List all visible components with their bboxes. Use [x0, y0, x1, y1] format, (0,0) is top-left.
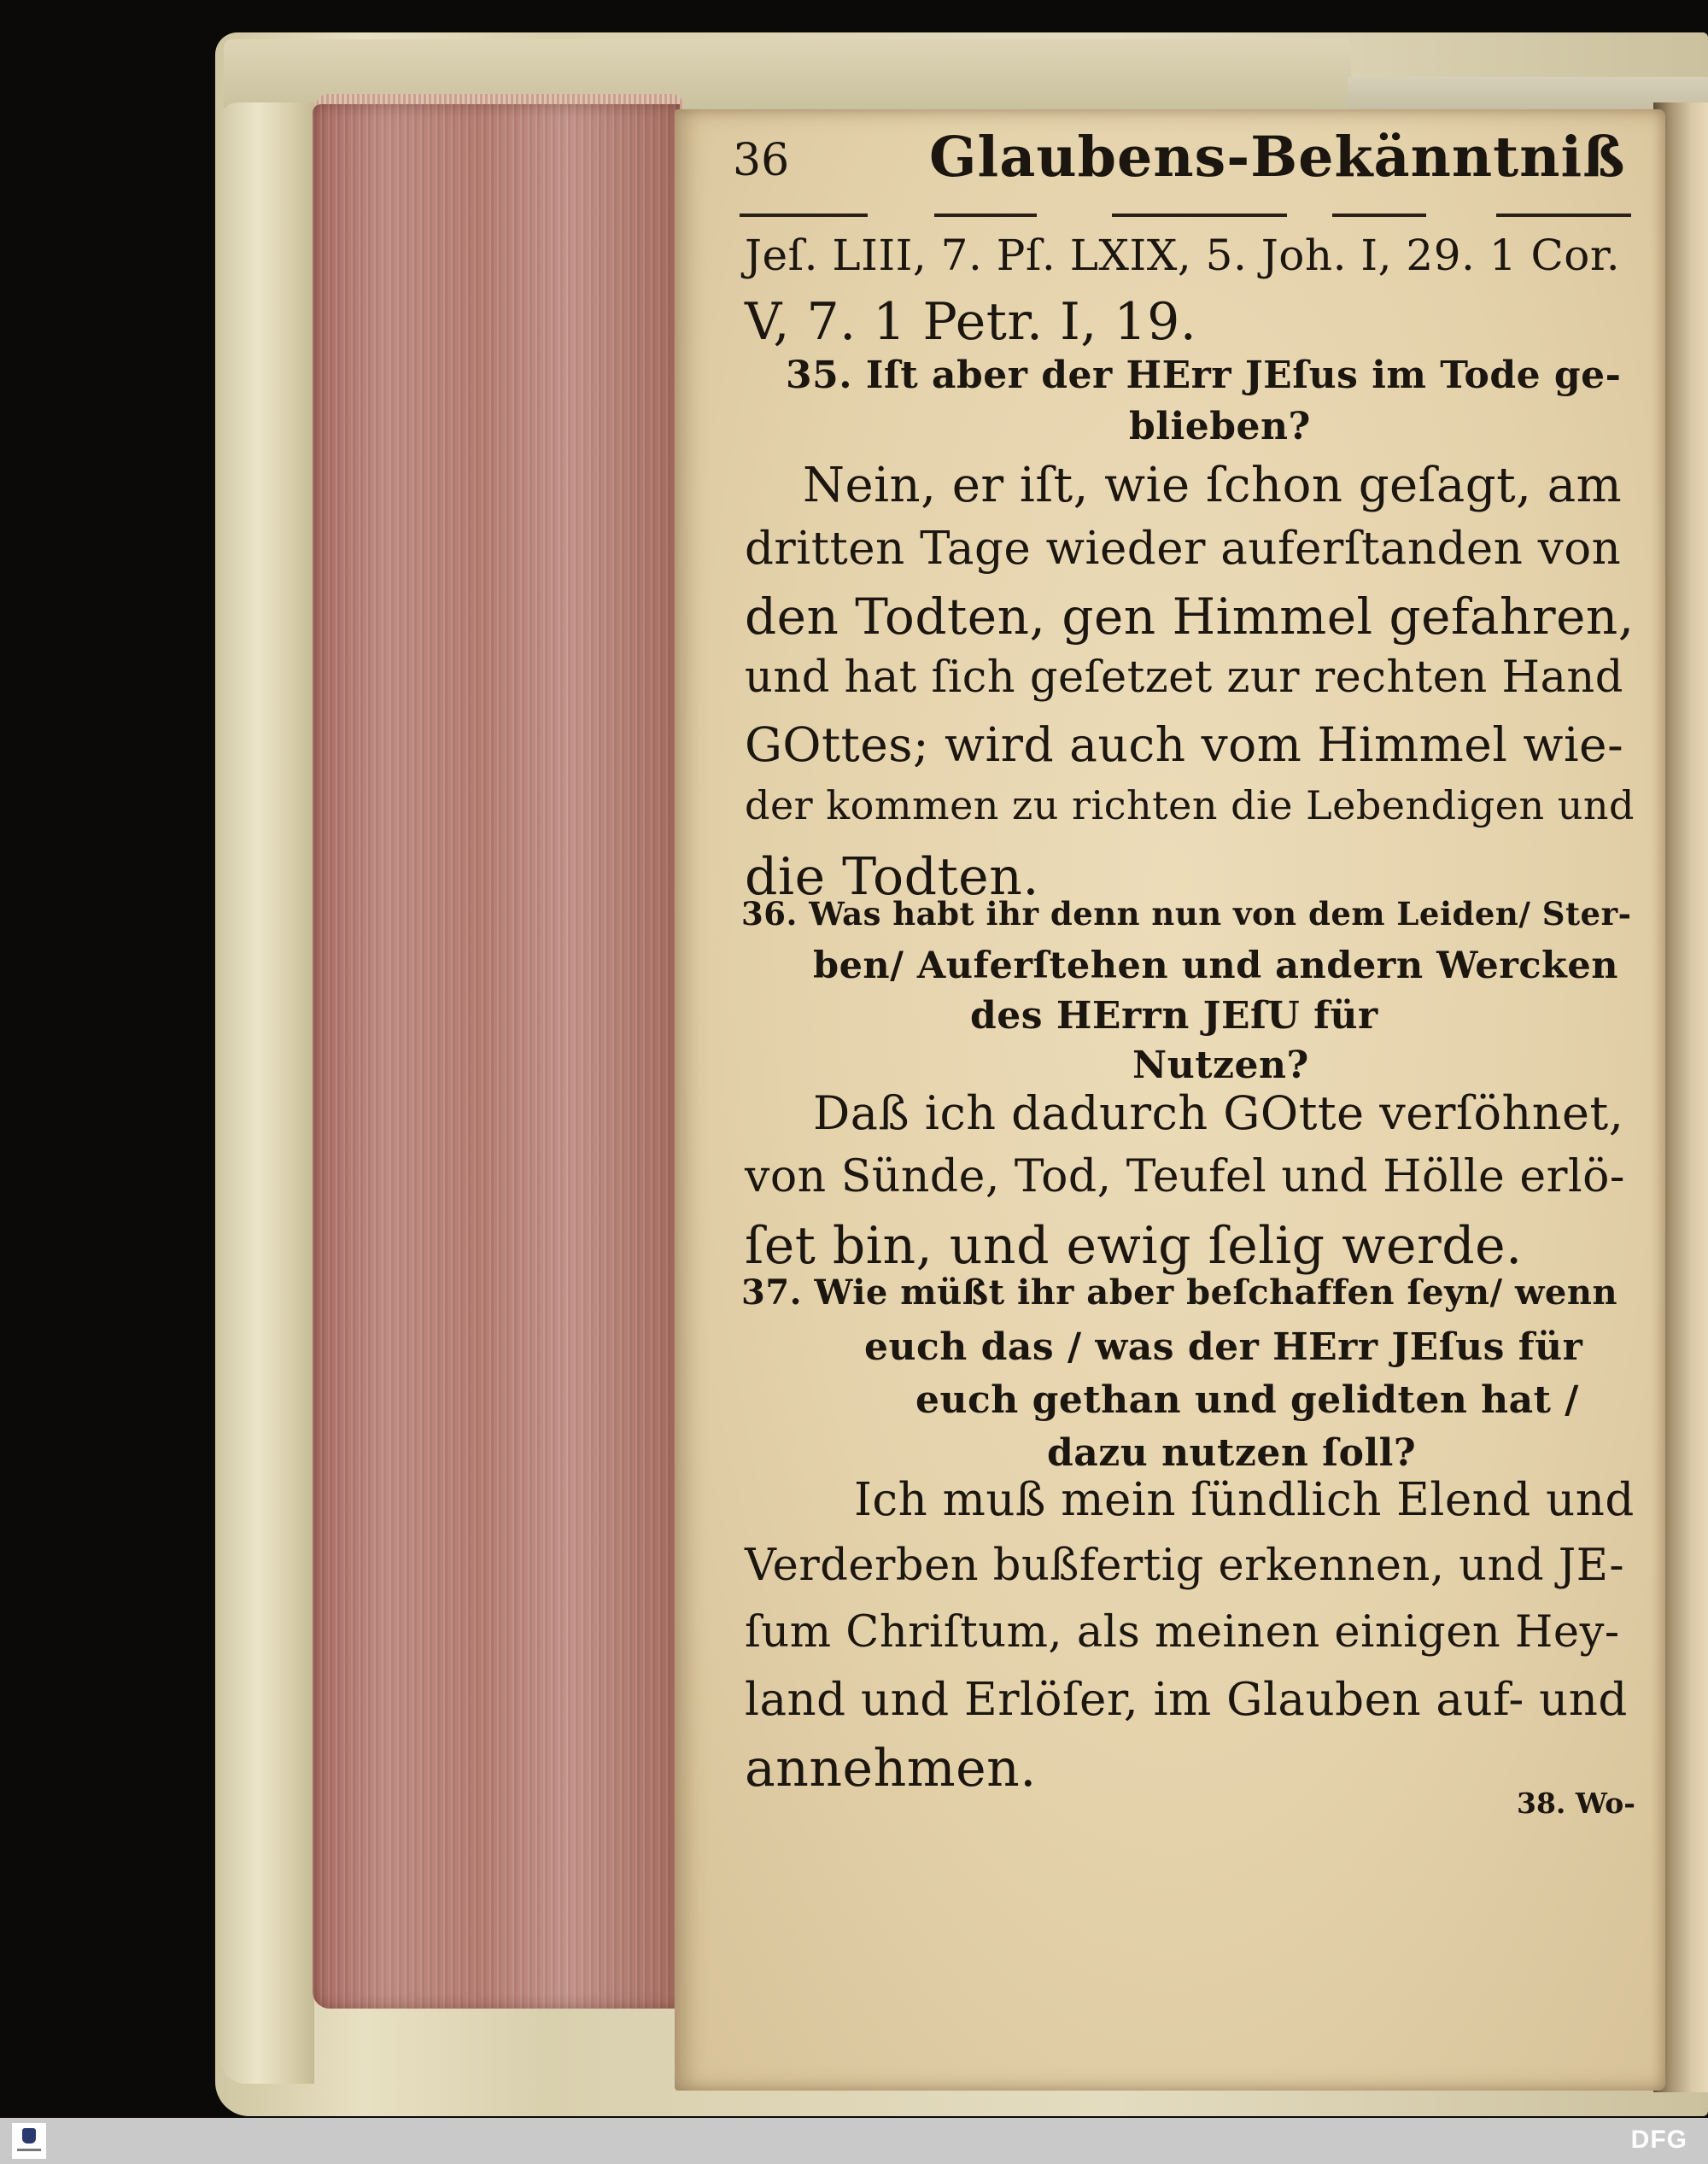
question-35-line-2: blieben? — [1129, 405, 1311, 448]
head-rule-1 — [740, 213, 868, 217]
answer-37-line: Ich muß mein ſündlich Elend und — [854, 1474, 1635, 1526]
answer-36-line: von Sünde, Tod, Teufel und Hölle erlö- — [745, 1151, 1625, 1202]
answer-35-line: Nein, er iſt, wie ſchon geſagt, am — [803, 458, 1623, 513]
body-line: V, 7. 1 Petr. I, 19. — [745, 292, 1197, 352]
cover-fold — [220, 102, 314, 2084]
page-edges-block — [313, 104, 680, 2009]
question-36-line-1: 36. Was habt ihr denn nun von dem Leiden/ Ster- — [741, 895, 1632, 933]
question-37-line-2: euch das / was der HErr JEſus für — [864, 1325, 1583, 1369]
question-37-line-4: dazu nutzen ſoll? — [1047, 1431, 1417, 1475]
head-rule-2 — [934, 213, 1037, 217]
answer-35-line: und hat ſich geſetzet zur rechten Hand — [745, 652, 1623, 703]
question-35-line-1: 35. Iſt aber der HErr JEſus im Tode ge- — [786, 354, 1622, 397]
dfg-logo[interactable]: DFG — [1630, 2126, 1688, 2154]
library-logo-icon[interactable] — [12, 2123, 46, 2159]
answer-37-line: land und Erlöſer, im Glauben auf- und — [745, 1674, 1628, 1726]
answer-36-line: ſet bin, und ewig ſelig werde. — [745, 1216, 1523, 1276]
answer-37-line: annehmen. — [745, 1739, 1037, 1798]
question-36-line-4: Nutzen? — [1132, 1044, 1309, 1087]
answer-35-line: der kommen zu richten die Lebendigen und — [745, 782, 1635, 828]
answer-35-line: GOttes; wird auch vom Himmel wie- — [745, 717, 1624, 772]
catchword: 38. Wo- — [1517, 1787, 1635, 1820]
viewer-footer-bar — [0, 2118, 1708, 2164]
answer-35-line: dritten Tage wieder auferſtanden von — [745, 523, 1622, 575]
answer-35-line: den Todten, gen Himmel gefahren, — [745, 588, 1635, 646]
body-line: Jeſ. LIII, 7. Pſ. LXIX, 5. Joh. I, 29. 1 Cor. — [745, 231, 1621, 280]
answer-37-line: ſum Chriſtum, als meinen einigen Hey- — [745, 1607, 1620, 1658]
question-37-line-3: euch gethan und gelidten hat / — [915, 1378, 1579, 1422]
page-number: 36 — [733, 135, 790, 186]
question-36-line-2: ben/ Auferſtehen und andern Wercken — [813, 945, 1618, 987]
head-rule-5 — [1496, 213, 1631, 217]
head-rule-3 — [1112, 213, 1287, 217]
question-37-line-1: 37. Wie müßt ihr aber beſchaffen ſeyn/ wenn — [741, 1272, 1618, 1313]
answer-37-line: Verderben bußfertig erkennen, und JE- — [745, 1541, 1625, 1591]
answer-36-line: Daß ich dadurch GOtte verſöhnet, — [813, 1086, 1624, 1140]
answer-35-line: die Todten. — [745, 847, 1039, 907]
running-head: Glaubens-Bekänntniß — [929, 125, 1626, 190]
head-rule-4 — [1332, 213, 1426, 217]
question-36-line-3: des HErrn JEſU für — [970, 994, 1378, 1038]
